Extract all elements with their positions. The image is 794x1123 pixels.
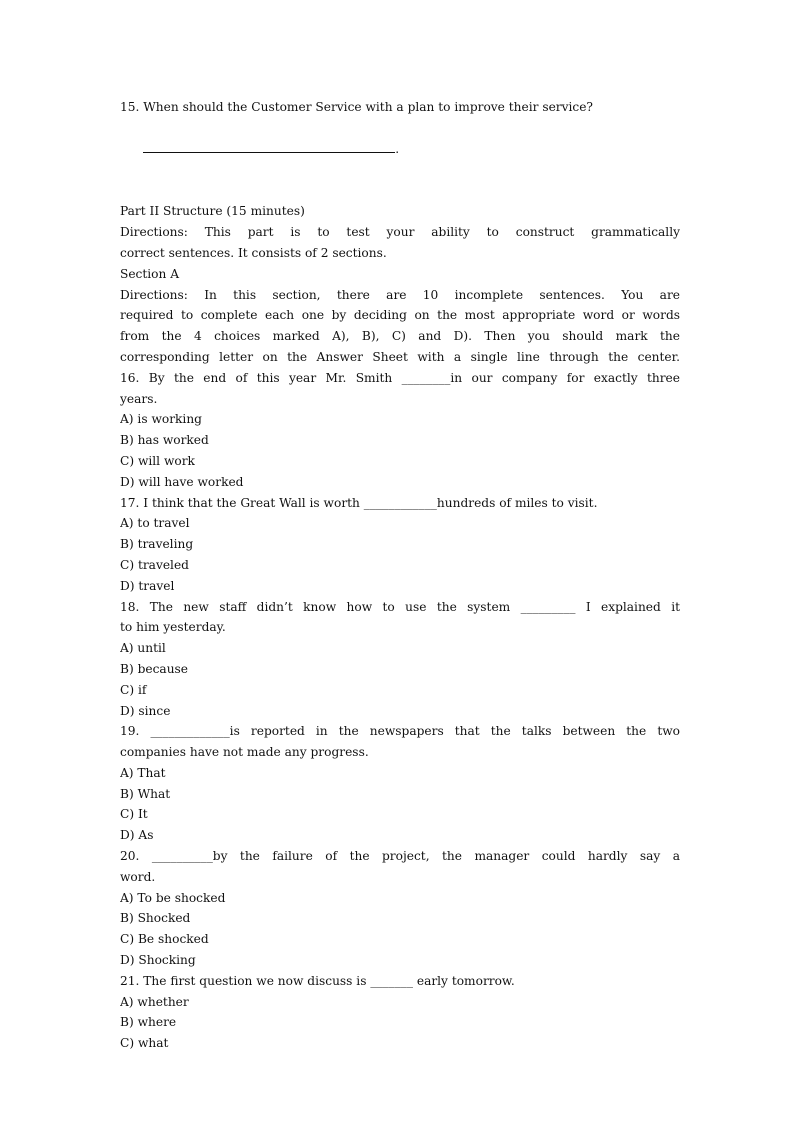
- option-21-c: C) what: [120, 1036, 169, 1051]
- option-20-c: C) Be shocked: [120, 932, 209, 947]
- option-18-d: D) since: [120, 703, 171, 718]
- question-16-line-1: 16. By the end of this year Mr. Smith ________in our company for exactly three: [120, 370, 680, 385]
- section-a-heading: Section A: [120, 266, 180, 281]
- option-19-a: A) That: [120, 765, 166, 780]
- question-17-line-1: 17. I think that the Great Wall is worth ____________hundreds of miles to visit.: [120, 495, 598, 510]
- question-18-line-1: 18. The new staff didn’t know how to use the system _________ I explained it: [120, 599, 680, 614]
- question-16-line-2: years.: [120, 391, 158, 406]
- option-17-c: C) traveled: [120, 557, 189, 572]
- option-17-a: A) to travel: [120, 516, 190, 531]
- option-20-a: A) To be shocked: [120, 890, 226, 905]
- section-directions-line-4: corresponding letter on the Answer Sheet with a single line through the center.: [120, 349, 680, 364]
- option-19-d: D) As: [120, 828, 154, 843]
- part-directions-line-1: Directions: This part is to test your ability to construct grammatically: [120, 225, 680, 240]
- option-16-d: D) will have worked: [120, 474, 244, 489]
- option-19-b: B) What: [120, 786, 171, 801]
- section-directions-line-1: Directions: In this section, there are 10 incomplete sentences. You are: [120, 287, 680, 302]
- section-directions-line-2: required to complete each one by deciding on the most appropriate word or words: [120, 308, 680, 323]
- option-21-a: A) whether: [120, 994, 189, 1009]
- question-19-line-2: companies have not made any progress.: [120, 745, 369, 760]
- option-18-b: B) because: [120, 661, 189, 676]
- answer-blank: [143, 140, 395, 153]
- option-20-b: B) Shocked: [120, 911, 191, 926]
- part-title: Part II Structure (15 minutes): [120, 204, 305, 219]
- question-15-answer-line: [120, 118, 680, 180]
- option-19-c: C) It: [120, 807, 148, 822]
- option-21-b: B) where: [120, 1015, 177, 1030]
- question-19-line-1: 19. _____________is reported in the newspapers that the talks between the two: [120, 724, 680, 739]
- option-18-c: C) if: [120, 682, 147, 697]
- question-15: 15. When should the Customer Service with a plan to improve their service?: [120, 100, 593, 114]
- option-16-a: A) is working: [120, 412, 202, 427]
- section-directions-line-3: from the 4 choices marked A), B), C) and D). Then you should mark the: [120, 329, 680, 344]
- question-21-line-1: 21. The first question we now discuss is _______ early tomorrow.: [120, 973, 515, 988]
- option-17-b: B) traveling: [120, 537, 194, 552]
- part-directions-line-2: correct sentences. It consists of 2 sections.: [120, 245, 387, 260]
- question-18-line-2: to him yesterday.: [120, 620, 226, 635]
- option-20-d: D) Shocking: [120, 953, 196, 968]
- option-16-c: C) will work: [120, 453, 195, 468]
- question-20-line-2: word.: [120, 869, 156, 884]
- option-18-a: A) until: [120, 641, 166, 656]
- answer-period: .: [395, 141, 400, 156]
- document-content: [120, 97, 680, 1054]
- question-20-line-1: 20. __________by the failure of the project, the manager could hardly say a: [120, 849, 680, 864]
- option-16-b: B) has worked: [120, 433, 209, 448]
- option-17-d: D) travel: [120, 578, 175, 593]
